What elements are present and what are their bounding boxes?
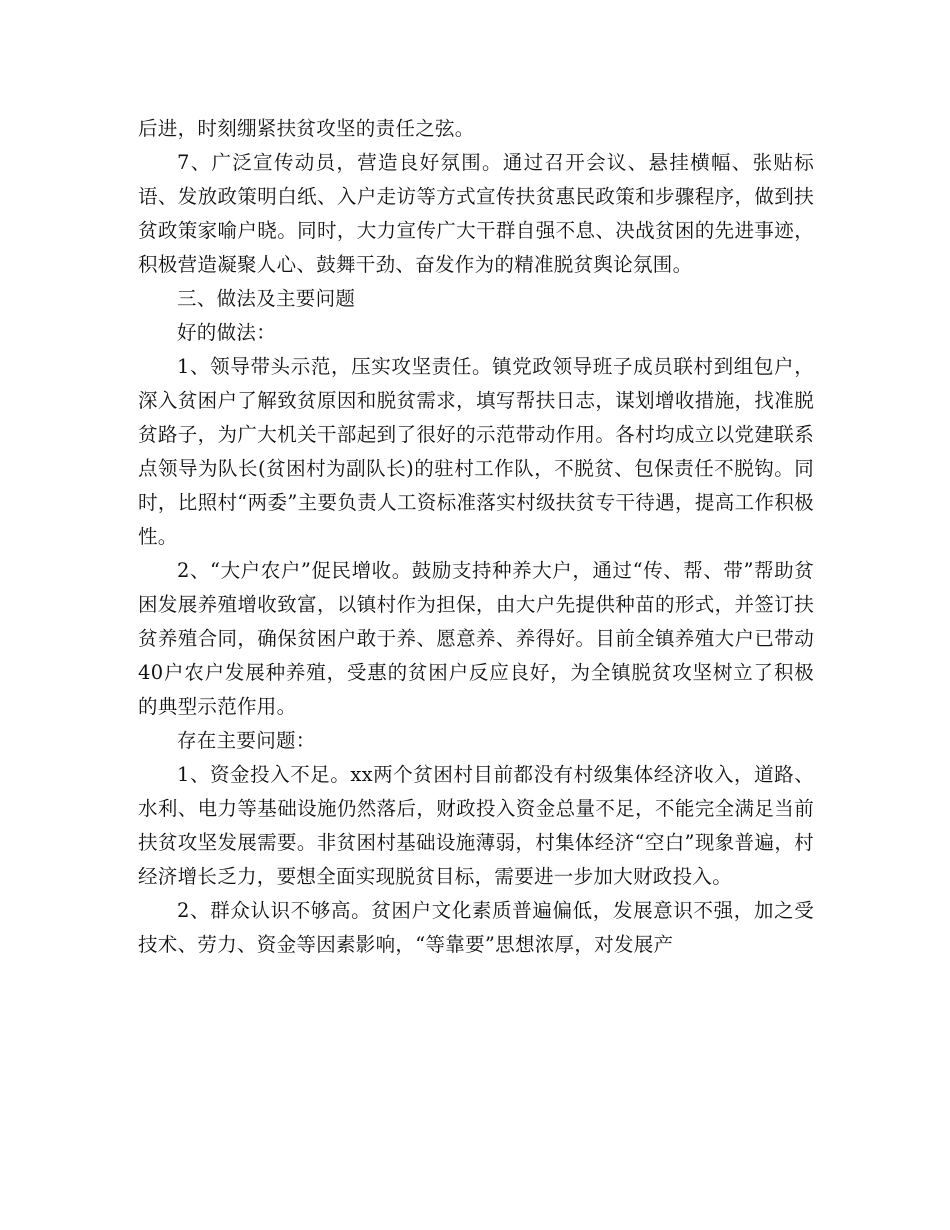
paragraph-item-7-publicity: 7、广泛宣传动员，营造良好氛围。通过召开会议、悬挂横幅、张贴标语、发放政策明白纸、入户走访等方式宣传扶贫惠民政策和步骤程序，做到扶贫政策家喻户晓。同时，大力宣传广大干群自强不息、决战贫困的先进事迹，积极营造凝聚人心、鼓舞干劲、奋发作为的精准脱贫舆论氛围。 xyxy=(138,151,814,276)
subheading-good-practices: 好的做法： xyxy=(177,321,277,344)
paragraph-continuation: 后进，时刻绷紧扶贫攻坚的责任之弦。 xyxy=(138,117,475,140)
paragraph-problem-1-funding: 1、资金投入不足。xx两个贫困村目前都没有村级集体经济收入，道路、水利、电力等基础设施仍然落后，财政投入资金总量不足，不能完全满足当前扶贫攻坚发展需要。非贫困村基础设施薄弱，村集体经济“空白”现象普遍，村经济增长乏力，要想全面实现脱贫目标，需要进一步加大财政投入。 xyxy=(138,763,814,888)
section-heading-practices-problems: 三、做法及主要问题 xyxy=(177,287,356,310)
paragraph-problem-2-awareness: 2、群众认识不够高。贫困户文化素质普遍偏低，发展意识不强，加之受技术、劳力、资金等因素影响，“等靠要”思想浓厚，对发展产 xyxy=(138,899,814,956)
document-body xyxy=(138,112,814,962)
paragraph-practice-1-leadership: 1、领导带头示范，压实攻坚责任。镇党政领导班子成员联村到组包户，深入贫困户了解致贫原因和脱贫需求，填写帮扶日志，谋划增收措施，找准脱贫路子，为广大机关干部起到了很好的示范带动作用。各村均成立以党建联系点领导为队长(贫困村为副队长)的驻村工作队，不脱贫、包保责任不脱钩。同时，比照村“两委”主要负责人工资标准落实村级扶贫专干待遇，提高工作积极性。 xyxy=(138,355,814,548)
paragraph-practice-2-large-households: 2、“大户农户”促民增收。鼓励支持种养大户，通过“传、帮、带”帮助贫困发展养殖增收致富，以镇村作为担保，由大户先提供种苗的形式，并签订扶贫养殖合同，确保贫困户敢于养、愿意养、养得好。目前全镇养殖大户已带动40户农户发展种养殖，受惠的贫困户反应良好，为全镇脱贫攻坚树立了积极的典型示范作用。 xyxy=(138,559,814,718)
subheading-main-problems: 存在主要问题： xyxy=(177,729,316,752)
